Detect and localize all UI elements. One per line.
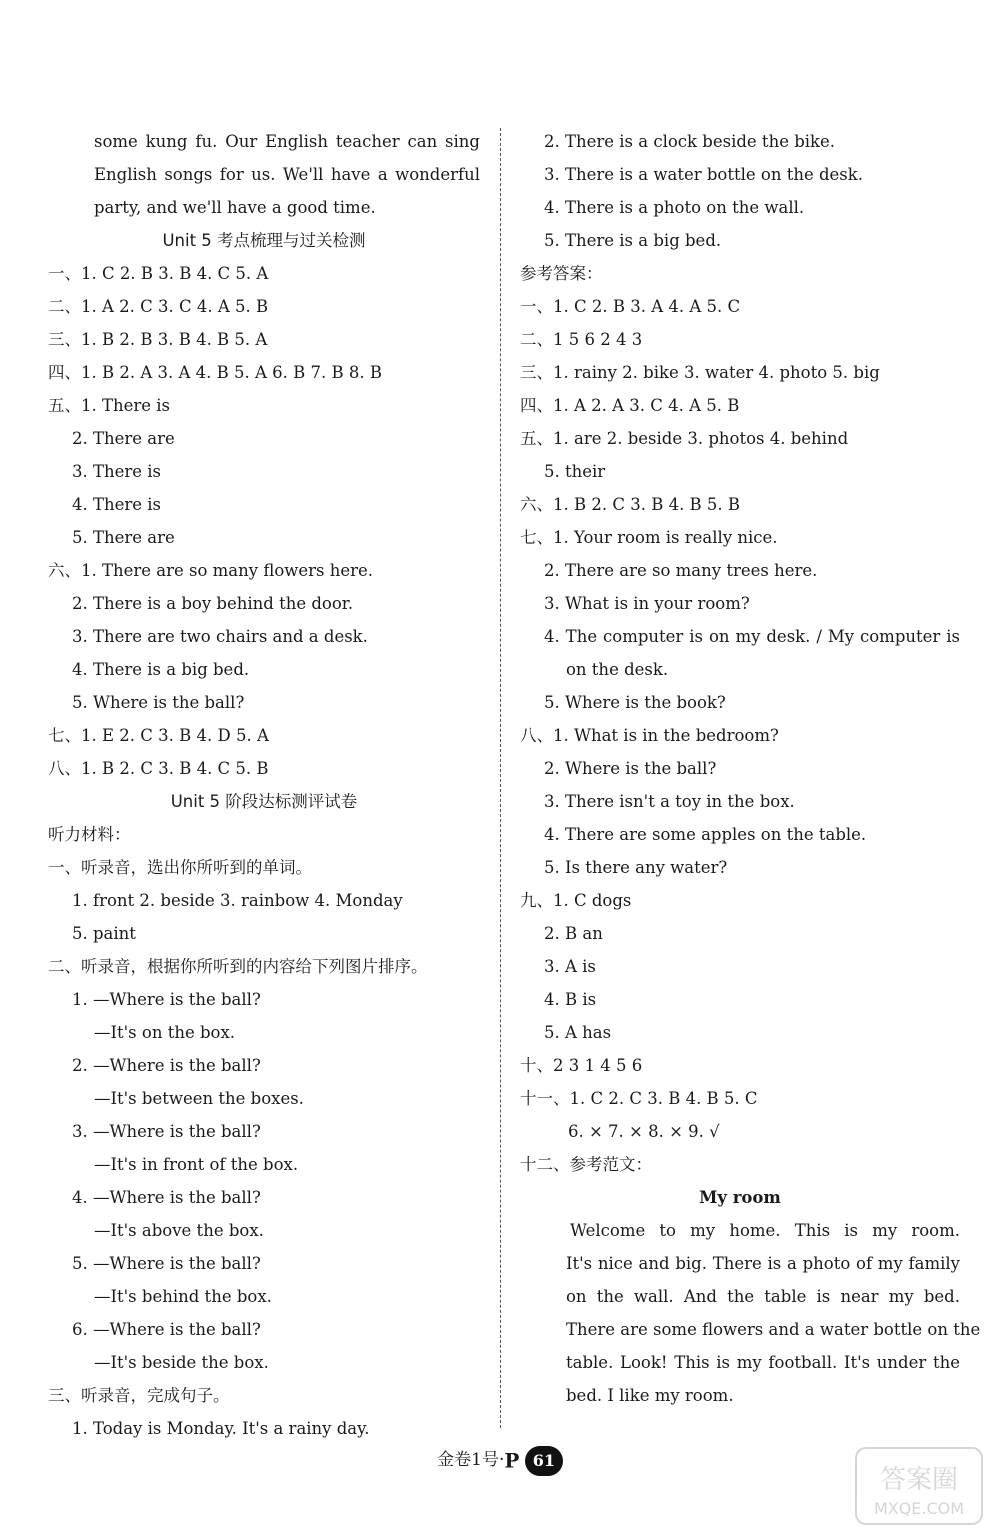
text-line: 3. There is a water bottle on the desk. [544, 165, 863, 184]
watermark-logo [854, 1446, 984, 1526]
text-line: 十二、参考范文： [520, 1155, 652, 1174]
text-line: 5. Is there any water? [544, 858, 728, 877]
text-line: —It's in front of the box. [94, 1155, 299, 1174]
watermark-bottom-text: MXQE.COM [873, 1499, 965, 1518]
text-line: 六、1. B 2. C 3. B 4. B 5. B [520, 495, 741, 514]
text-line: 3. There is [72, 462, 162, 481]
text-line: —It's behind the box. [94, 1287, 272, 1306]
text-line: —It's on the box. [94, 1023, 236, 1042]
text-line: 2. B an [544, 924, 603, 943]
text-line: 4. There is a big bed. [72, 660, 250, 679]
text-line: 二、1 5 6 2 4 3 [520, 330, 643, 349]
text-line: English songs for us. We'll have a wonderful [94, 165, 480, 184]
text-line: 3. There are two chairs and a desk. [72, 627, 368, 646]
text-line: 八、1. B 2. C 3. B 4. C 5. B [48, 759, 269, 778]
text-line: 一、1. C 2. B 3. B 4. C 5. A [48, 264, 269, 283]
text-line: 七、1. E 2. C 3. B 4. D 5. A [48, 726, 269, 745]
text-line: 4. There is [72, 495, 162, 514]
text-line: 八、1. What is in the bedroom? [520, 726, 779, 745]
right-column [520, 128, 981, 1415]
text-line: —It's beside the box. [94, 1353, 269, 1372]
text-line: —It's between the boxes. [94, 1089, 304, 1108]
text-line: 5. their [544, 462, 606, 481]
text-line: some kung fu. Our English teacher can sing [94, 132, 480, 151]
text-line: 3. What is in your room? [544, 594, 750, 613]
text-line: 参考答案： [520, 264, 603, 283]
text-line: 听力材料： [48, 825, 131, 844]
text-line: 5. paint [72, 924, 136, 943]
text-line: on the desk. [566, 660, 669, 679]
page-number-badge: 61 [525, 1446, 563, 1476]
text-line: 2. There are [72, 429, 175, 448]
text-line: 二、听录音，根据你所听到的内容给下列图片排序。 [48, 957, 428, 976]
text-line: 4. There are some apples on the table. [544, 825, 867, 844]
text-line: Welcome to my home. This is my room. [570, 1221, 960, 1240]
text-line: 四、1. A 2. A 3. C 4. A 5. B [520, 396, 740, 415]
text-line: 5. There is a big bed. [544, 231, 722, 250]
text-line: 六、1. There are so many flowers here. [48, 561, 374, 580]
text-line: 4. The computer is on my desk. / My computer is [544, 627, 960, 646]
text-line: 一、听录音，选出你所听到的单词。 [48, 858, 312, 877]
text-line: 2. There is a boy behind the door. [72, 594, 354, 613]
column-divider [500, 128, 501, 1428]
text-line: 三、1. B 2. B 3. B 4. B 5. A [48, 330, 268, 349]
text-line: My room [699, 1188, 781, 1207]
footer-series-label: 金卷1号· [437, 1450, 505, 1470]
watermark-top-text: 答案圈 [879, 1465, 959, 1495]
text-line: 三、1. rainy 2. bike 3. water 4. photo 5. big [520, 363, 880, 382]
text-line: 4. —Where is the ball? [72, 1188, 261, 1207]
text-line: 五、1. are 2. beside 3. photos 4. behind [520, 429, 849, 448]
text-line: 1. Today is Monday. It's a rainy day. [72, 1419, 370, 1438]
text-line: on the wall. And the table is near my bed. [566, 1287, 960, 1306]
text-line: 3. A is [544, 957, 596, 976]
text-line: 十一、1. C 2. C 3. B 4. B 5. C [520, 1089, 758, 1108]
text-line: 四、1. B 2. A 3. A 4. B 5. A 6. B 7. B 8. B [48, 363, 382, 382]
text-line: 2. There is a clock beside the bike. [544, 132, 836, 151]
text-line: 一、1. C 2. B 3. A 4. A 5. C [520, 297, 741, 316]
text-line: 6. —Where is the ball? [72, 1320, 261, 1339]
text-line: It's nice and big. There is a photo of my family [566, 1254, 960, 1273]
text-line: 2. Where is the ball? [544, 759, 717, 778]
text-line: bed. I like my room. [566, 1386, 734, 1405]
text-line: 三、听录音，完成句子。 [48, 1386, 230, 1405]
page-footer [0, 1445, 1000, 1476]
text-line: table. Look! This is my football. It's under the [566, 1353, 960, 1372]
text-line: 3. There isn't a toy in the box. [544, 792, 795, 811]
text-line: 1. front 2. beside 3. rainbow 4. Monday [72, 891, 403, 910]
text-line: 七、1. Your room is really nice. [520, 528, 778, 547]
text-line: Unit 5 阶段达标测评试卷 [170, 792, 358, 811]
text-line: 3. —Where is the ball? [72, 1122, 261, 1141]
text-line: 2. —Where is the ball? [72, 1056, 261, 1075]
text-line: 1. —Where is the ball? [72, 990, 261, 1009]
text-line: 5. —Where is the ball? [72, 1254, 261, 1273]
text-line: 五、1. There is [48, 396, 171, 415]
text-line: 6. × 7. × 8. × 9. √ [568, 1122, 720, 1141]
footer-page-letter: P [504, 1448, 520, 1473]
text-line: 4. There is a photo on the wall. [544, 198, 805, 217]
text-line: 5. Where is the ball? [72, 693, 245, 712]
text-line: party, and we'll have a good time. [94, 198, 376, 217]
text-line: —It's above the box. [94, 1221, 264, 1240]
text-line: 5. Where is the book? [544, 693, 726, 712]
text-line: 4. B is [544, 990, 597, 1009]
text-line: 5. There are [72, 528, 175, 547]
text-line: 二、1. A 2. C 3. C 4. A 5. B [48, 297, 269, 316]
text-line: 5. A has [544, 1023, 612, 1042]
text-line: 十、2 3 1 4 5 6 [520, 1056, 643, 1075]
left-column [48, 128, 480, 1448]
text-line: 九、1. C dogs [520, 891, 632, 910]
text-line: There are some flowers and a water bottle on the [566, 1320, 981, 1339]
text-line: 2. There are so many trees here. [544, 561, 818, 580]
text-line: Unit 5 考点梳理与过关检测 [162, 231, 366, 250]
